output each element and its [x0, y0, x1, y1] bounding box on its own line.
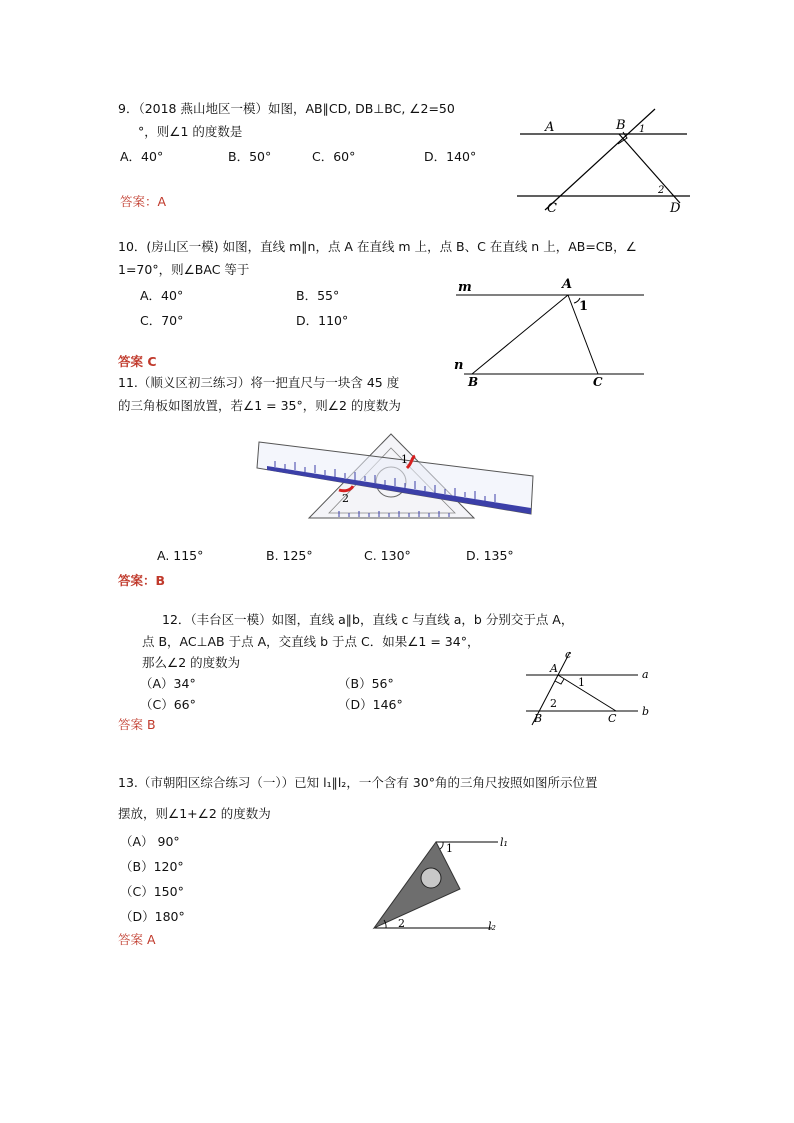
q9-option-b: B．50° — [228, 149, 272, 164]
q10-answer-label: 答案 — [118, 354, 148, 369]
q9-stem-line2: °，则∠1 的度数是 — [138, 124, 243, 139]
q10-label-c: C — [593, 375, 603, 389]
q13-option-d: （D）180° — [120, 909, 185, 924]
q12-stem-line1: 12．（丰台区一模）如图，直线 a∥b，直线 c 与直线 a，b 分别交于点 A， — [162, 612, 574, 627]
q13-figure — [370, 836, 510, 932]
q10-segment-ab — [472, 295, 568, 374]
q12-option-a: （A）34° — [140, 676, 196, 691]
q12-label-1: 1 — [578, 676, 585, 689]
q9-segment-bd — [619, 134, 680, 203]
q13-answer: 答案 A — [118, 932, 156, 947]
q10-option-c: C．70° — [140, 313, 184, 328]
q10-option-d: D．110° — [296, 313, 349, 328]
q9-answer — [120, 194, 166, 210]
q12-label-a-point: A — [550, 662, 558, 675]
q13-option-a: （A） 90° — [120, 834, 180, 849]
q13-label-2: 2 — [398, 917, 405, 930]
q10-answer-value: C — [147, 354, 157, 369]
q11-figure — [255, 430, 540, 525]
q9-answer-label: 答案： — [120, 194, 158, 209]
q10-label-a: A — [562, 277, 573, 292]
q12-stem-line3: 那么∠2 的度数为 — [142, 655, 241, 670]
q13-label-1: 1 — [446, 842, 453, 855]
q13-set-square-hole — [421, 868, 441, 888]
q12-label-c-line: c — [565, 648, 572, 661]
q12-option-d: （D）146° — [338, 697, 403, 712]
q9-label-c: C — [547, 201, 557, 216]
q9-label-a: A — [545, 120, 555, 135]
q10-answer — [118, 354, 157, 370]
q12-label-a-line: a — [642, 668, 649, 681]
q13-label-l1: l₁ — [500, 836, 508, 849]
q13-label-l2: l₂ — [488, 920, 496, 933]
q13-option-b: （B）120° — [120, 859, 184, 874]
q11-stem-line2: 的三角板如图放置，若∠1 = 35°，则∠2 的度数为 — [118, 398, 401, 413]
q11-label-1: 1 — [401, 453, 408, 466]
q10-label-n: n — [454, 358, 464, 373]
q9-label-1: 1 — [639, 124, 646, 135]
q9-option-d: D．140° — [424, 149, 477, 164]
q12-option-b: （B）56° — [338, 676, 394, 691]
q9-option-a: A．40° — [120, 149, 164, 164]
q13-stem-line2: 摆放，则∠1+∠2 的度数为 — [118, 806, 271, 821]
q11-option-b: B. 125° — [266, 548, 313, 563]
q9-label-2: 2 — [658, 185, 665, 196]
q10-label-1: 1 — [579, 299, 589, 314]
q9-figure — [515, 105, 695, 217]
q12-label-b-point: B — [534, 712, 543, 725]
q10-stem-line1: 10．(房山区一模) 如图，直线 m∥n，点 A 在直线 m 上，点 B、C 在直线 n 上，AB=CB，∠ — [118, 239, 637, 254]
q12-stem-line2: 点 B，AC⊥AB 于点 A，交直线 b 于点 C．如果∠1 = 34°， — [142, 634, 480, 649]
q9-label-b: B — [616, 118, 626, 133]
q10-figure — [452, 273, 652, 391]
q9-stem-line1: 9．（2018 燕山地区一模）如图，AB∥CD, DB⊥BC, ∠2=50 — [118, 101, 455, 116]
q10-option-a: A．40° — [140, 288, 184, 303]
q11-option-a: A. 115° — [157, 548, 204, 563]
q13-option-c: （C）150° — [120, 884, 184, 899]
q11-stem-line1: 11.（顺义区初三练习）将一把直尺与一块含 45 度 — [118, 375, 400, 390]
q12-answer: 答案 B — [118, 717, 156, 732]
q13-angle-1-arc — [440, 842, 443, 849]
q9-label-d: D — [670, 201, 681, 216]
q10-label-m: m — [458, 280, 472, 295]
q10-option-b: B．55° — [296, 288, 340, 303]
q12-segment-ac — [558, 675, 616, 711]
q13-stem-line1: 13.（市朝阳区综合练习（一））已知 l₁∥l₂，一个含有 30°角的三角尺按照如图所示位置 — [118, 775, 598, 790]
q12-label-c-point: C — [608, 712, 617, 725]
q11-option-d: D. 135° — [466, 548, 514, 563]
q12-option-c: （C）66° — [140, 697, 196, 712]
q12-right-angle-mark — [555, 679, 564, 684]
q12-figure — [520, 648, 660, 726]
q11-label-2: 2 — [342, 492, 349, 505]
q9-option-c: C．60° — [312, 149, 356, 164]
q9-answer-value: A — [157, 194, 167, 209]
q11-option-c: C. 130° — [364, 548, 411, 563]
q10-label-b: B — [468, 375, 479, 389]
q10-stem-line2: 1=70°，则∠BAC 等于 — [118, 262, 250, 277]
q11-answer: 答案：B — [118, 573, 166, 588]
q12-label-b-line: b — [642, 705, 650, 718]
q12-label-2: 2 — [550, 697, 557, 710]
